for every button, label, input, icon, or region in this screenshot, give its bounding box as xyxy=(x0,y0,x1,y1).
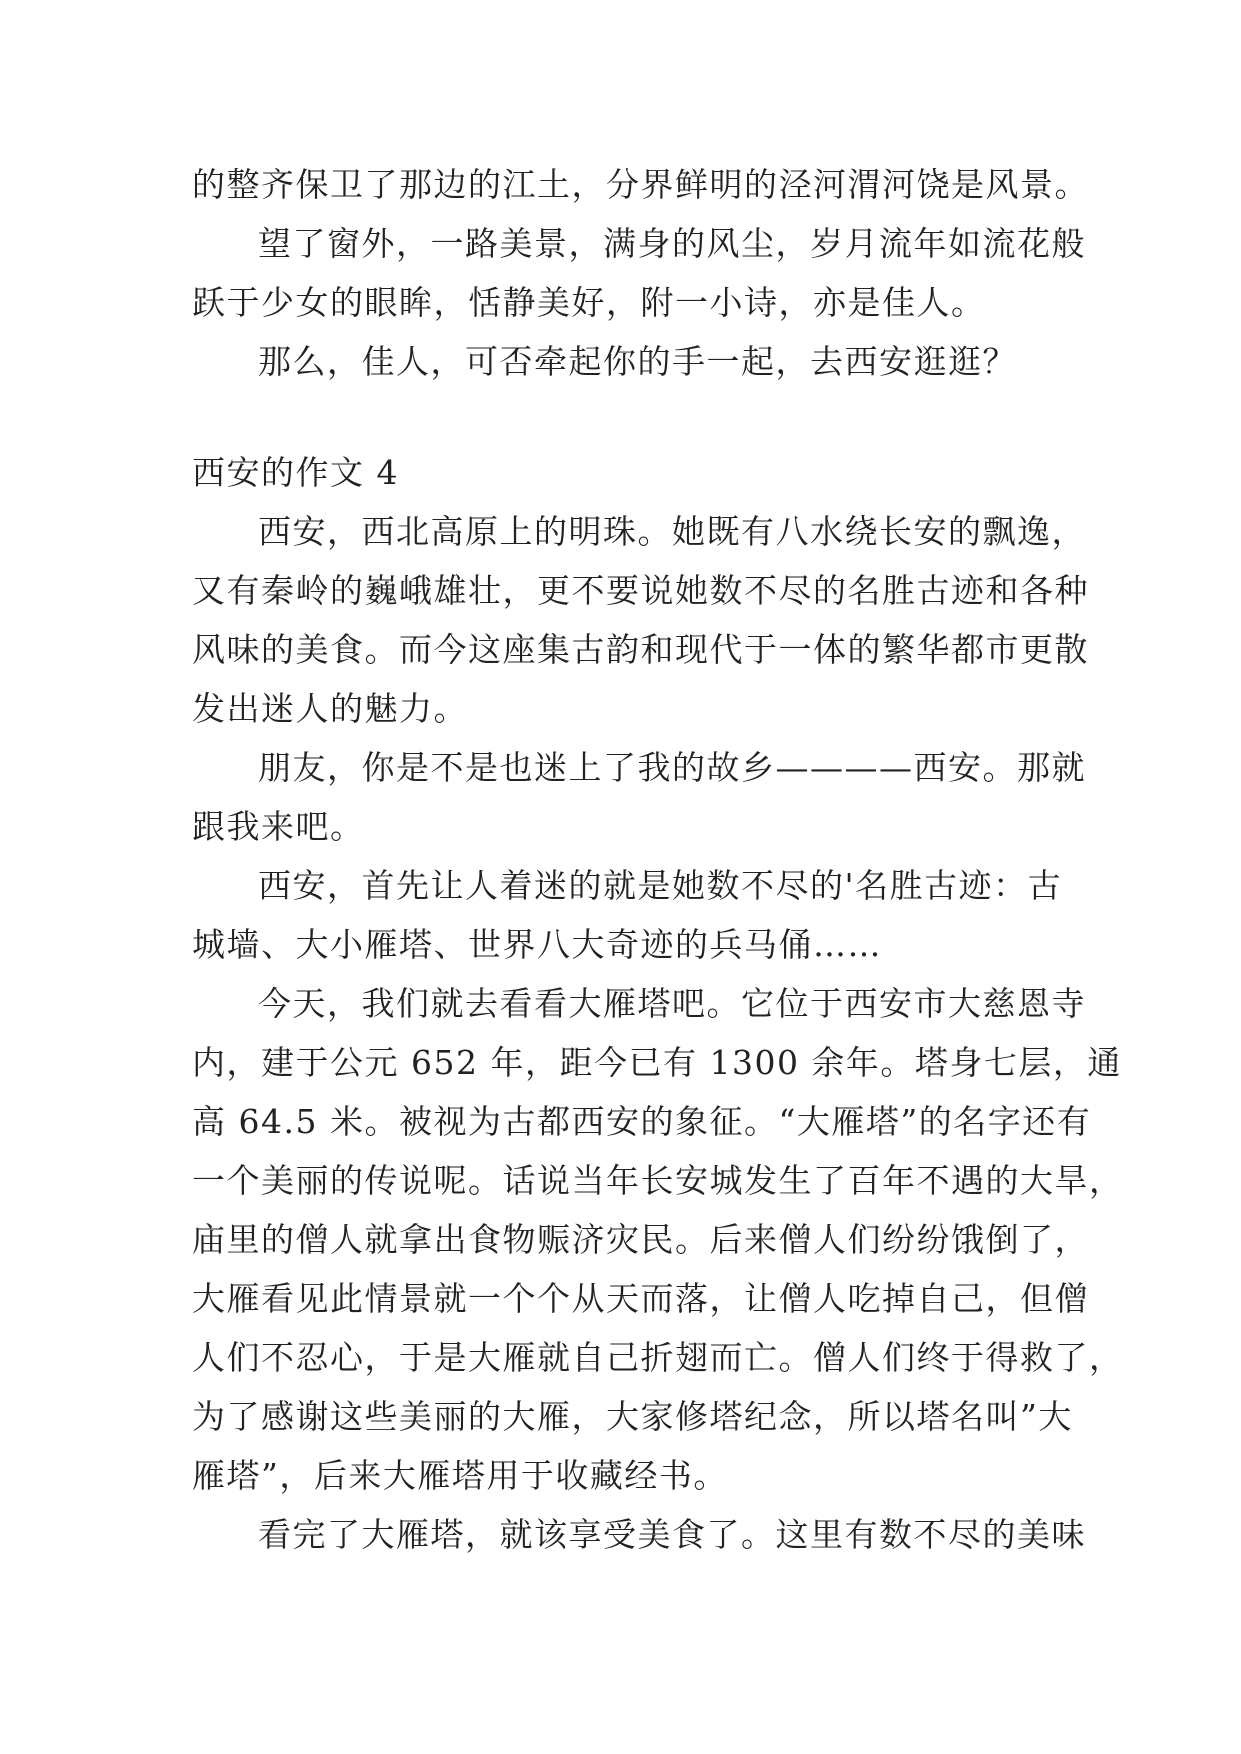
text-line: 内，建于公元 652 年，距今已有 1300 余年。塔身七层，通 xyxy=(192,1043,1122,1082)
text-line: 发出迷人的魅力。 xyxy=(192,689,468,728)
text-line: 城墙、大小雁塔、世界八大奇迹的兵马俑…… xyxy=(192,925,882,964)
text-line: 跃于少女的眼眸，恬静美好，附一小诗，亦是佳人。 xyxy=(192,283,986,322)
text-line: 雁塔”，后来大雁塔用于收藏经书。 xyxy=(192,1456,728,1495)
text-line: 人们不忍心，于是大雁就自己折翅而亡。僧人们终于得救了， xyxy=(192,1338,1124,1377)
text-line: 风味的美食。而今这座集古韵和现代于一体的繁华都市更散 xyxy=(192,630,1089,669)
section-heading: 西安的作文 4 xyxy=(192,453,399,492)
text-line: 西安，西北高原上的明珠。她既有八水绕长安的飘逸， xyxy=(258,512,1086,551)
text-line: 望了窗外，一路美景，满身的风尘，岁月流年如流花般 xyxy=(258,224,1086,263)
text-line: 西安，首先让人着迷的就是她数不尽的'名胜古迹：古 xyxy=(258,866,1063,905)
text-line: 又有秦岭的巍峨雄壮，更不要说她数不尽的名胜古迹和各种 xyxy=(192,571,1089,610)
document-body xyxy=(192,155,1124,1564)
text-line: 看完了大雁塔，就该享受美食了。这里有数不尽的美味 xyxy=(258,1515,1086,1554)
text-line: 那么，佳人，可否牵起你的手一起，去西安逛逛？ xyxy=(258,342,1017,381)
text-line: 为了感谢这些美丽的大雁，大家修塔纪念，所以塔名叫”大 xyxy=(192,1397,1073,1436)
text-line: 今天，我们就去看看大雁塔吧。它位于西安市大慈恩寺 xyxy=(258,984,1086,1023)
text-line: 的整齐保卫了那边的江土，分界鲜明的泾河渭河饶是风景。 xyxy=(192,165,1089,204)
text-line: 朋友，你是不是也迷上了我的故乡————西安。那就 xyxy=(258,748,1086,787)
text-line: 庙里的僧人就拿出食物赈济灾民。后来僧人们纷纷饿倒了， xyxy=(192,1220,1089,1259)
text-line: 一个美丽的传说呢。话说当年长安城发生了百年不遇的大旱， xyxy=(192,1161,1124,1200)
text-line: 高 64.5 米。被视为古都西安的象征。“大雁塔”的名字还有 xyxy=(192,1102,1092,1141)
paragraph-gap xyxy=(192,391,1052,443)
text-line: 大雁看见此情景就一个个从天而落，让僧人吃掉自己，但僧 xyxy=(192,1279,1089,1318)
text-line: 跟我来吧。 xyxy=(192,807,365,846)
